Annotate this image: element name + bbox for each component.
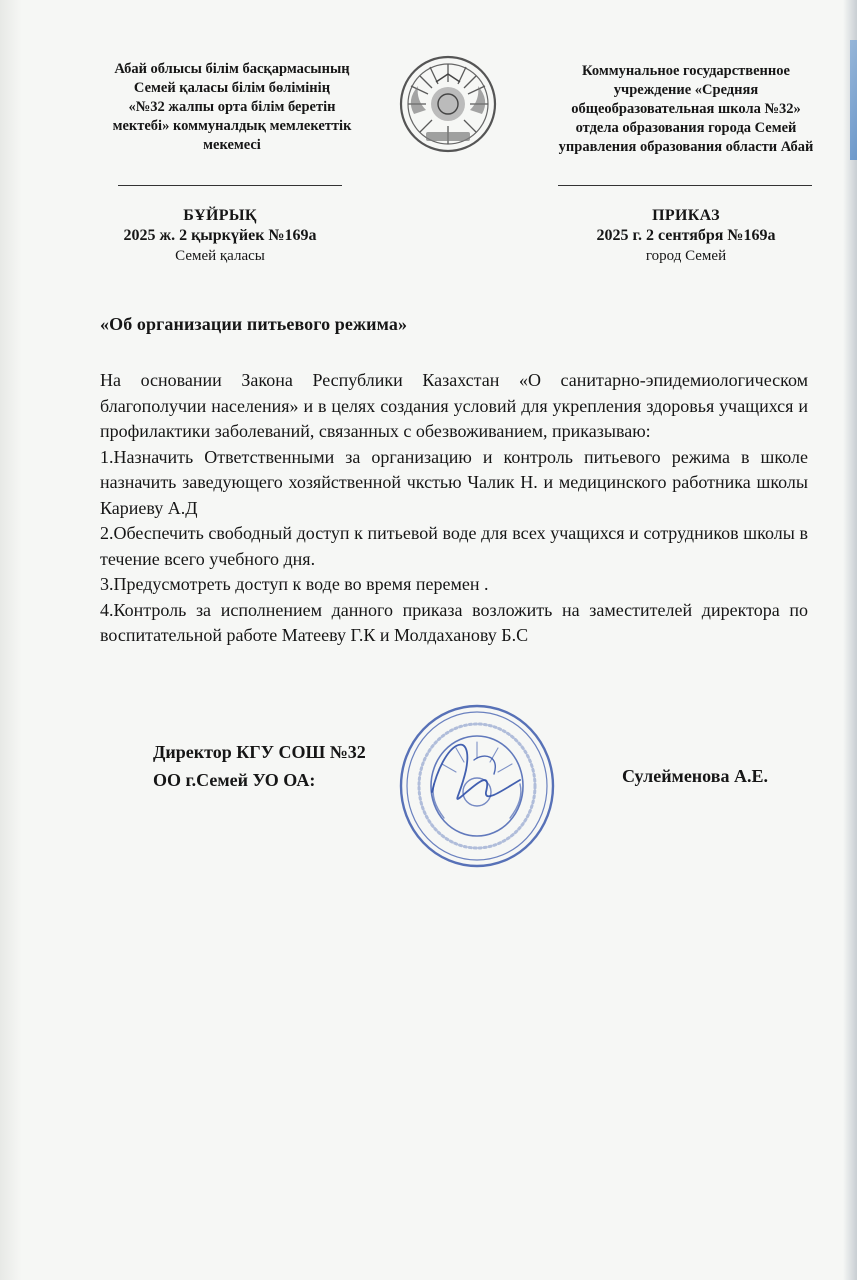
header-kazakh-line: Семей қаласы білім бөлімінің — [133, 80, 331, 96]
header-kazakh — [82, 60, 382, 155]
scan-edge-right — [843, 0, 857, 1280]
order-date-number-russian: 2025 г. 2 сентября №169а — [596, 227, 776, 244]
signature-position-line: ОО г.Семей УО ОА: — [153, 770, 316, 790]
document-item: 1.Назначить Ответственными за организацию и контроль питьевого режима в школе назначить заведующего хозяйственной чкстью Чалик Н. и медицинского работника школы Кариеву А.Д — [100, 446, 808, 518]
document-item: 2.Обеспечить свободный доступ к питьевой воде для всех учащихся и сотрудников школы в течение всего учебного дня. — [100, 523, 808, 569]
order-title-russian: ПРИКАЗ — [652, 207, 720, 224]
document-body — [100, 368, 808, 649]
order-city-russian: город Семей — [645, 248, 727, 264]
header-russian-line: общеобразовательная школа №32» — [571, 101, 801, 117]
document-intro: На основании Закона Республики Казахстан «О санитарно-эпидемиологическом благополучии населения» и в целях создания условий для укрепления здоровья учащихся и профилактики заболеваний, связанных с обезвоживанием, приказываю: — [100, 370, 808, 441]
signature-name: Сулейменова А.Е. — [622, 766, 768, 786]
header-kazakh-line: мекемесі — [203, 137, 261, 153]
header-russian-line: отдела образования города Семей — [575, 120, 797, 136]
round-seal-icon — [396, 700, 558, 872]
header-russian-line: учреждение «Средняя — [613, 82, 759, 98]
document-title: «Об организации питьевого режима» — [100, 314, 408, 334]
signature-position — [153, 738, 366, 794]
header-russian-line: управления образования области Абай — [558, 139, 814, 155]
order-date-number-kazakh: 2025 ж. 2 қыркүйек №169а — [123, 227, 317, 244]
header-kazakh-line: «№32 жалпы орта білім беретін — [128, 99, 336, 115]
document-item: 3.Предусмотреть доступ к воде во время перемен . — [100, 574, 489, 594]
order-title-kazakh: БҰЙРЫҚ — [183, 207, 257, 224]
header-kazakh-line: мектебі» коммуналдық мемлекеттік — [112, 118, 352, 134]
header-kazakh-line: Абай облысы білім басқармасының — [114, 61, 350, 77]
signature-position-line: Директор КГУ СОШ №32 — [153, 742, 366, 762]
header-russian-line: Коммунальное государственное — [582, 63, 790, 79]
document-item: 4.Контроль за исполнением данного приказа возложить на заместителей директора по воспитательной работе Матееву Г.К и Молдаханову Б.С — [100, 599, 808, 645]
kazakhstan-emblem-icon — [396, 52, 500, 156]
order-block-russian — [526, 206, 846, 266]
scan-edge-mark — [850, 40, 857, 160]
header-divider-right — [558, 185, 812, 186]
order-block-kazakh — [60, 206, 380, 266]
header-divider-left — [118, 185, 342, 186]
scan-edge-left — [0, 0, 22, 1280]
order-city-kazakh: Семей қаласы — [175, 248, 265, 264]
header-russian — [530, 62, 842, 157]
